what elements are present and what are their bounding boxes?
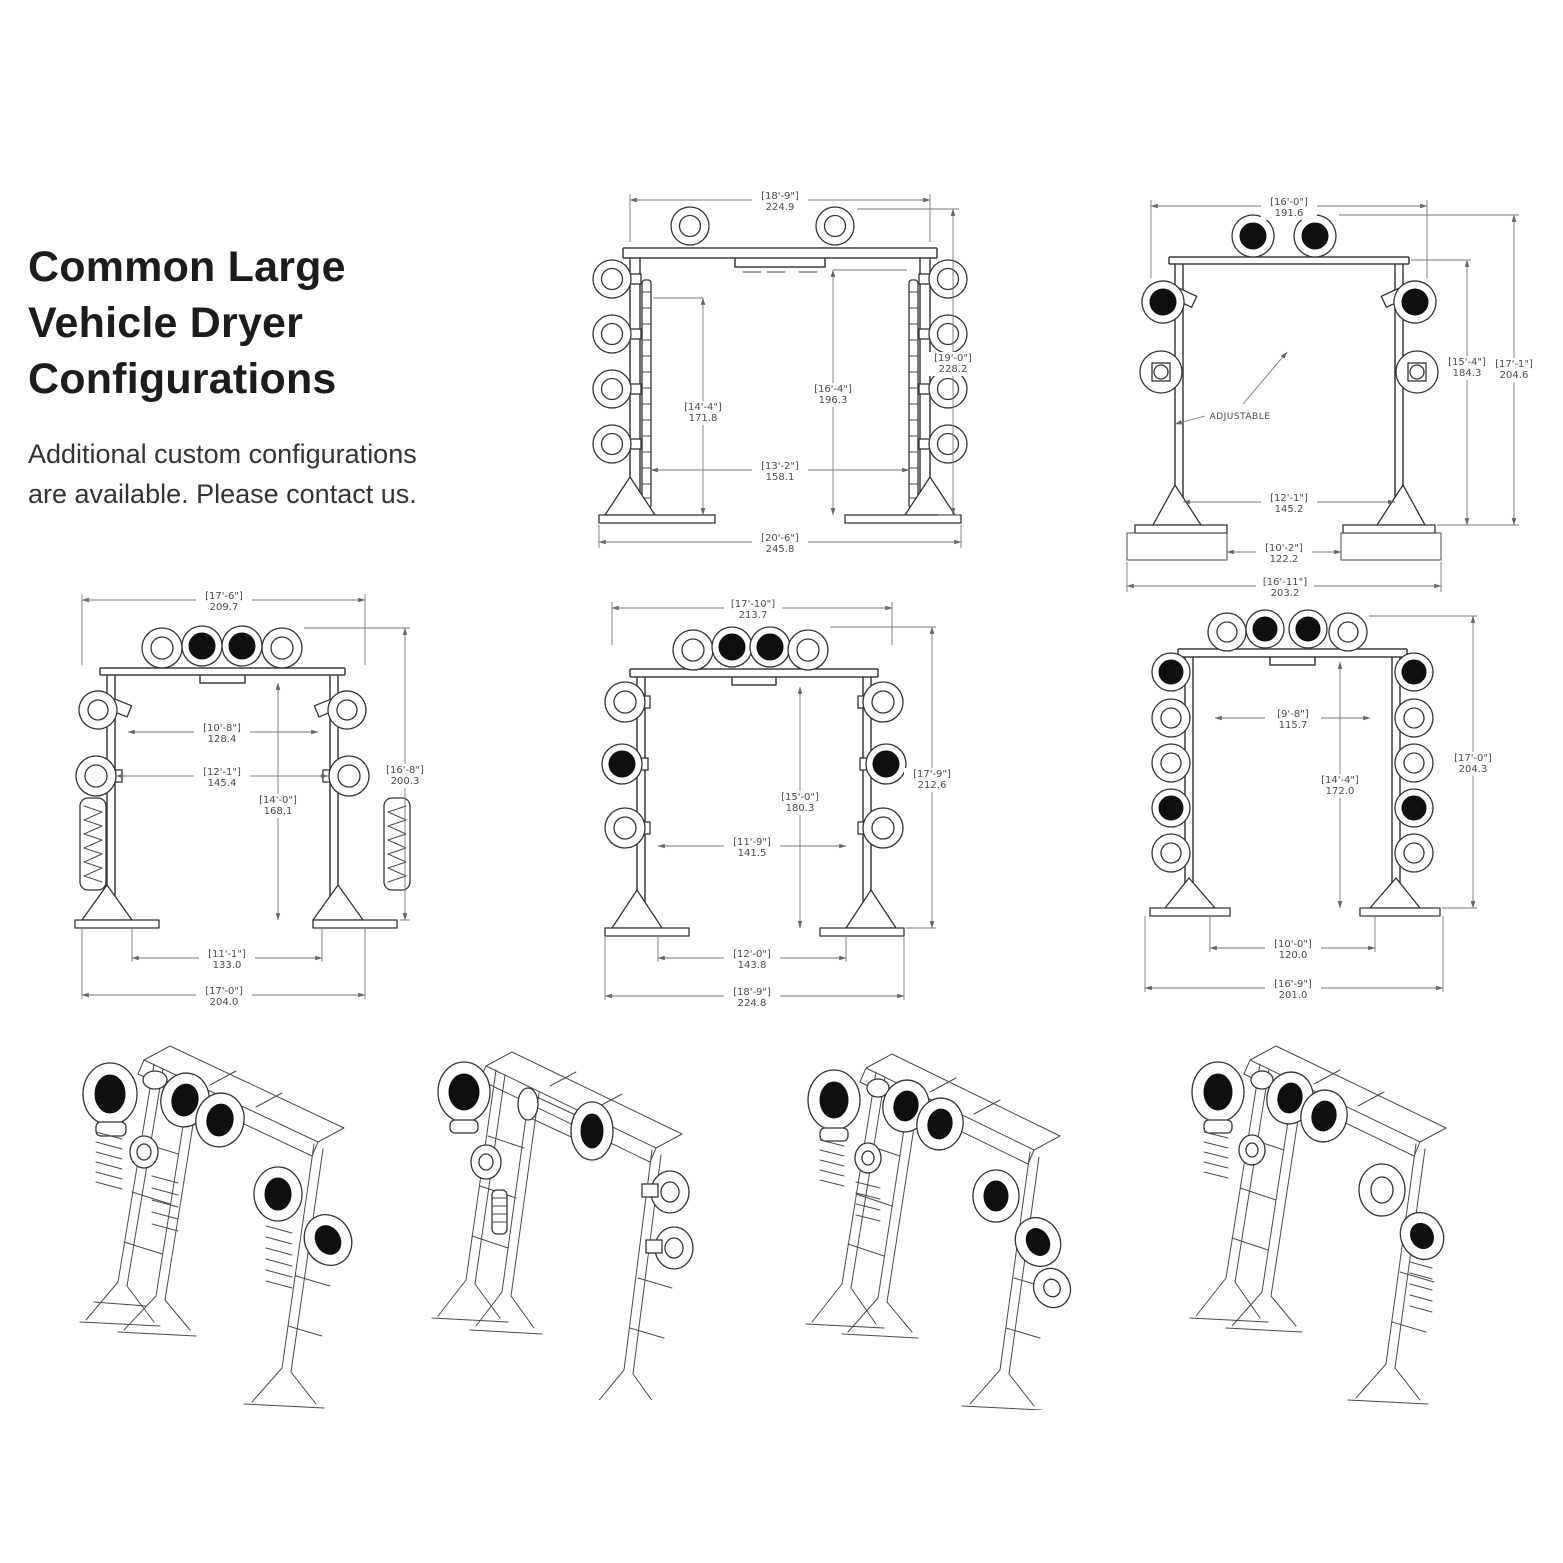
title-block [28,240,518,515]
blower-icon [929,260,967,298]
page-title [28,240,518,408]
blower-icon [1007,1210,1069,1275]
svg-text:133.0: 133.0 [212,960,242,971]
svg-text:172.0: 172.0 [1325,786,1355,797]
iso-blowers [438,1062,693,1269]
svg-text:[15'-0"]: [15'-0"] [781,792,819,803]
blower-icon [262,628,302,668]
svg-text:143.8: 143.8 [737,960,767,971]
dim-bottom-width [196,985,252,1009]
dim-bottom-width [724,986,780,1010]
isometric-view-4 [1170,1030,1510,1410]
dimensions [1145,616,1501,1002]
front-view-diagram-2 [1115,180,1535,610]
blower-icon [1232,215,1274,257]
svg-text:141.5: 141.5 [737,848,767,859]
blower-icon [1294,215,1336,257]
page-title-line: Common Large [28,243,346,291]
svg-text:[17'-9"]: [17'-9"] [913,769,951,780]
dim-lower-width [1265,938,1321,962]
dim-upper-width [194,722,250,746]
svg-text:[16'-0"]: [16'-0"] [1270,197,1308,208]
blower-icon [1152,789,1190,827]
front-view-diagram-1 [585,180,975,570]
svg-text:[17'-6"]: [17'-6"] [205,591,243,602]
svg-text:201.0: 201.0 [1278,990,1308,1001]
blower-icon [593,260,631,298]
svg-text:[16'-4"]: [16'-4"] [814,384,852,395]
svg-text:145.2: 145.2 [1274,504,1304,515]
dim-inner-width [752,460,808,484]
svg-text:[14'-4"]: [14'-4"] [1321,775,1359,786]
blower-icon [295,1206,361,1274]
dim-bottom-width [1256,576,1314,600]
blower-icon [471,1145,501,1179]
adjustable-callout [1175,352,1287,424]
blower-icon [254,1167,302,1221]
svg-text:[14'-0"]: [14'-0"] [259,795,297,806]
blower-icon [76,756,116,796]
blower-icon [866,744,906,784]
blower-icon [1152,834,1190,872]
svg-text:203.2: 203.2 [1270,588,1300,599]
blower-icon [1395,699,1433,737]
svg-text:115.7: 115.7 [1278,720,1308,731]
blower-icon [329,756,369,796]
dim-mid-width [194,766,250,790]
svg-text:[13'-2"]: [13'-2"] [761,461,799,472]
adjustable-label: ADJUSTABLE [1209,412,1271,422]
svg-text:196.3: 196.3 [818,395,848,406]
blower-icon [929,425,967,463]
svg-text:122.2: 122.2 [1269,554,1299,565]
front-view-diagram-3 [50,580,470,1020]
svg-text:[17'-1"]: [17'-1"] [1495,359,1533,370]
svg-text:145.4: 145.4 [207,778,237,789]
blower-icon [855,1143,881,1173]
svg-text:158.1: 158.1 [765,472,795,483]
svg-text:[16'-11"]: [16'-11"] [1262,577,1308,588]
blower-icon [1329,613,1367,651]
blower-icon [593,315,631,353]
blower-icon [1192,1062,1244,1122]
dim-inner-height [1312,774,1368,798]
blower-icon [605,808,645,848]
blower-icon [222,626,262,666]
svg-text:[19'-0"]: [19'-0"] [934,353,972,364]
blower-icon [673,630,713,670]
blower-icon [605,682,645,722]
blower-icon [1140,351,1182,393]
front-view-diagram-4 [580,590,980,1030]
dim-lower-width [724,948,780,972]
dim-inner-width [1261,492,1317,516]
svg-text:184.3: 184.3 [1452,368,1482,379]
dim-top-width [752,190,808,214]
blower-icon [1395,653,1433,691]
svg-text:[18'-9"]: [18'-9"] [761,191,799,202]
page-subtitle [28,434,518,515]
svg-text:204.3: 204.3 [1458,764,1488,775]
blower-icon [83,1063,137,1125]
blower-icon [571,1102,613,1160]
svg-text:[12'-1"]: [12'-1"] [1270,493,1308,504]
blowers [1136,215,1442,393]
blower-icon [863,808,903,848]
isometric-view-2 [430,1040,750,1400]
dim-overall-height [377,764,433,788]
blower-icon [1152,653,1190,691]
svg-text:[17'-10"]: [17'-10"] [730,599,776,610]
dim-top-width [196,590,252,614]
dim-inner-height [250,794,306,818]
svg-text:191.6: 191.6 [1274,208,1304,219]
svg-text:[16'-9"]: [16'-9"] [1274,979,1312,990]
dim-top-width [724,598,782,622]
svg-text:224.9: 224.9 [765,202,795,213]
dim-inner-left-height [675,401,731,425]
svg-text:[18'-9"]: [18'-9"] [733,987,771,998]
page-title-line: Configurations [28,354,337,403]
svg-text:120.0: 120.0 [1278,950,1308,961]
dim-upper-width [1265,708,1321,732]
svg-text:212.6: 212.6 [917,780,947,791]
svg-text:[20'-6"]: [20'-6"] [761,533,799,544]
svg-text:[16'-8"]: [16'-8"] [386,765,424,776]
svg-text:204.6: 204.6 [1499,370,1529,381]
blower-icon [1136,275,1190,329]
svg-text:200.3: 200.3 [390,776,420,787]
svg-text:[10'-8"]: [10'-8"] [203,723,241,734]
dryer-frame [1150,649,1440,916]
svg-text:228.2: 228.2 [938,364,968,375]
svg-text:[17'-0"]: [17'-0"] [1454,753,1492,764]
isometric-view-1 [60,1030,420,1410]
blower-icon [929,315,967,353]
page-title-line: Vehicle Dryer [28,298,304,347]
svg-text:171.8: 171.8 [688,413,718,424]
iso-blowers [808,1070,1077,1314]
svg-text:213.7: 213.7 [738,610,768,621]
svg-text:128.4: 128.4 [207,734,237,745]
svg-text:204.0: 204.0 [209,997,239,1008]
svg-text:[15'-4"]: [15'-4"] [1448,357,1486,368]
blower-icon [750,627,790,667]
blower-icon [1395,744,1433,782]
dim-bottom-width [752,532,808,556]
blower-icon [671,207,709,245]
blower-icon [1359,1164,1405,1216]
blower-icon [593,425,631,463]
blower-icon [1395,834,1433,872]
blower-icon [1152,744,1190,782]
dim-overall-height [904,768,960,792]
blower-icon [808,1070,860,1130]
dim-inner-height [1439,356,1495,380]
dim-lower-width [1256,542,1312,566]
svg-text:[11'-1"]: [11'-1"] [208,949,246,960]
page-subtitle-line: Additional custom configurations [28,438,417,469]
dim-inner-width [724,836,780,860]
dim-inner-right-height [805,383,861,407]
svg-text:168.1: 168.1 [263,806,293,817]
svg-text:[17'-0"]: [17'-0"] [205,986,243,997]
blower-icon [1246,610,1284,648]
blower-icon [1152,699,1190,737]
blower-icon [863,682,903,722]
dim-inner-height [772,791,828,815]
dim-overall-height [1445,752,1501,776]
svg-text:180.3: 180.3 [785,803,815,814]
page-subtitle-line: are available. Please contact us. [28,479,417,510]
blower-icon [1208,613,1246,651]
dim-lower-width [199,948,255,972]
blower-icon [438,1062,490,1122]
blower-icon [712,627,752,667]
svg-text:[10'-0"]: [10'-0"] [1274,939,1312,950]
dryer-frame [605,669,904,936]
blower-icon [1289,610,1327,648]
dim-top-width [1261,196,1317,220]
blower-icon [142,628,182,668]
svg-text:245.8: 245.8 [765,544,795,555]
blower-icon [1388,275,1442,329]
blower-icon [1396,351,1438,393]
blower-icon [602,744,642,784]
svg-text:[11'-9"]: [11'-9"] [733,837,771,848]
blower-icon [788,630,828,670]
blowers [602,627,906,848]
svg-text:[10'-2"]: [10'-2"] [1265,543,1303,554]
svg-text:[12'-1"]: [12'-1"] [203,767,241,778]
iso-blowers [1192,1062,1452,1312]
blower-icon [1027,1262,1078,1314]
svg-text:[12'-0"]: [12'-0"] [733,949,771,960]
isometric-view-3 [790,1040,1120,1410]
svg-text:[9'-8"]: [9'-8"] [1277,709,1309,720]
blower-icon [130,1136,158,1168]
front-view-diagram-5 [1115,600,1535,1030]
blower-icon [816,207,854,245]
blower-icon [593,370,631,408]
blower-icon [1395,789,1433,827]
blower-icon [1392,1205,1452,1267]
blower-icon [973,1170,1019,1222]
svg-text:224.8: 224.8 [737,998,767,1009]
dim-bottom-width [1265,978,1321,1002]
dim-overall-height [925,352,975,376]
blower-icon [1239,1135,1265,1165]
svg-text:209.7: 209.7 [209,602,239,613]
svg-text:[14'-4"]: [14'-4"] [684,402,722,413]
blower-icon [182,626,222,666]
